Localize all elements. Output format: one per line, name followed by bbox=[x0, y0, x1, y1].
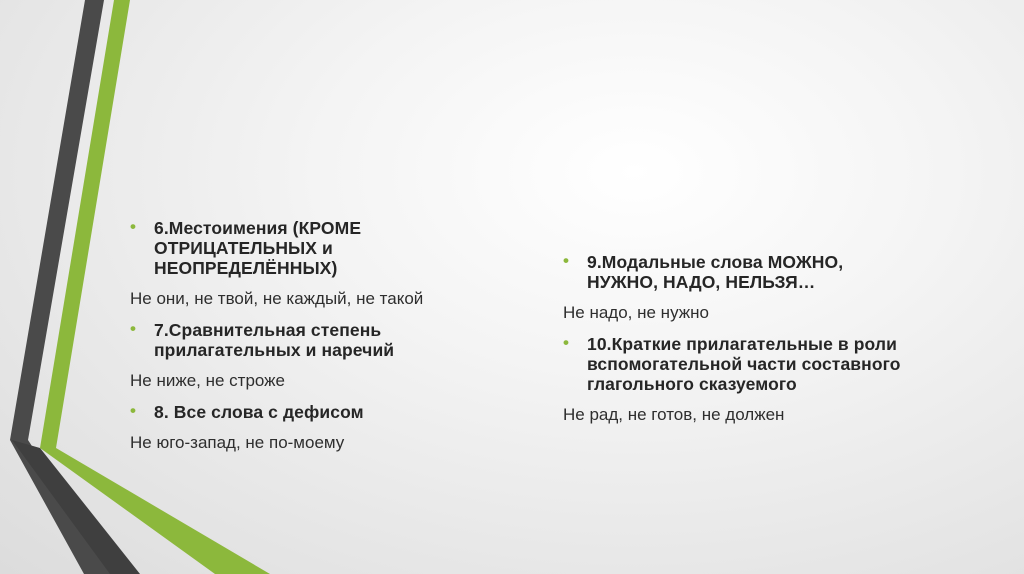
bullet-icon: • bbox=[563, 333, 570, 352]
bullet-icon: • bbox=[130, 319, 137, 338]
bullet-icon: • bbox=[563, 251, 570, 270]
item-example: Не ниже, не строже bbox=[130, 371, 286, 390]
item-example: Не рад, не готов, не должен bbox=[563, 405, 785, 424]
item-heading: 10.Краткие прилагательные в роли вспомогательной части составного глагольного сказуемого bbox=[587, 334, 901, 394]
bullet-icon: • bbox=[130, 401, 137, 420]
list-item bbox=[130, 320, 530, 360]
item-example: Не они, не твой, не каждый, не такой bbox=[130, 289, 424, 308]
bullet-icon: • bbox=[130, 217, 137, 236]
item-heading: 9.Модальные слова МОЖНО, НУЖНО, НАДО, НЕЛЬЗЯ… bbox=[587, 252, 844, 292]
right-column bbox=[563, 252, 963, 436]
item-heading: 6.Местоимения (КРОМЕ ОТРИЦАТЕЛЬНЫХ и НЕОПРЕДЕЛЁННЫХ) bbox=[154, 218, 362, 278]
item-example: Не надо, не нужно bbox=[563, 303, 709, 322]
list-item bbox=[130, 402, 530, 422]
left-column bbox=[130, 218, 530, 464]
list-item bbox=[563, 252, 963, 292]
list-item bbox=[130, 218, 530, 278]
item-heading: 8. Все слова с дефисом bbox=[154, 402, 364, 422]
item-example: Не юго-запад, не по-моему bbox=[130, 433, 345, 452]
item-heading: 7.Сравнительная степень прилагательных и наречий bbox=[154, 320, 395, 360]
list-item bbox=[563, 334, 963, 394]
